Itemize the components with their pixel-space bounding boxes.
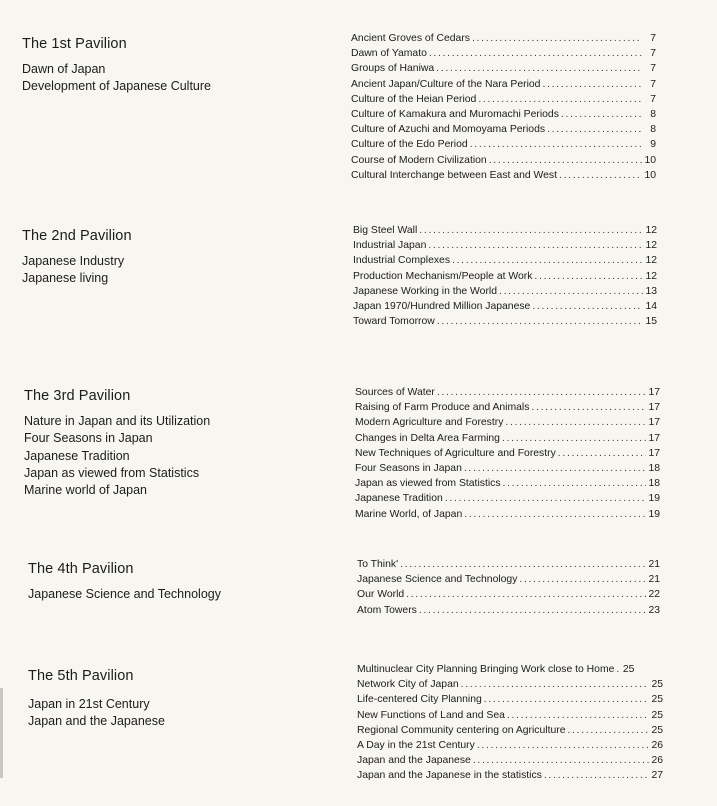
toc-entry-page: 23: [648, 604, 660, 616]
dot-leader: [542, 77, 642, 92]
toc-entry: [353, 253, 657, 268]
toc-entry-title: Life-centered City Planning: [357, 694, 482, 706]
toc-entry: [353, 223, 657, 238]
binding-edge-mark: [0, 688, 3, 778]
toc-entry-page: 12: [645, 270, 657, 282]
toc-entry-page: 25: [622, 664, 635, 675]
dot-leader: [429, 46, 642, 61]
toc-entry: [353, 299, 657, 314]
toc-entry-title: Network City of Japan: [357, 679, 459, 691]
toc-entry-page: 19: [648, 508, 660, 520]
dot-leader: [503, 476, 646, 491]
toc-entry: [355, 385, 660, 400]
toc-entry-page: 26: [651, 755, 663, 767]
toc-entry-page: 12: [645, 240, 657, 252]
toc-entry-title: Regional Community centering on Agriculture: [357, 724, 566, 736]
toc-entry: [351, 122, 656, 137]
dot-leader: [505, 415, 646, 430]
toc-entry: [351, 61, 656, 76]
toc-entry: [357, 572, 660, 587]
pavilion-3-subtitle: Nature in Japan and its Utilization: [24, 414, 211, 428]
toc-entry-page: 7: [650, 48, 656, 60]
toc-entry-page: 25: [651, 694, 663, 706]
pavilion-3-subtitle: Four Seasons in Japan: [24, 431, 153, 446]
toc-entry-title: Japanese Tradition: [355, 493, 443, 505]
toc-entry-title: Our World: [357, 589, 405, 601]
dot-leader: [558, 446, 646, 461]
toc-entry: [355, 476, 660, 491]
dot-leader: [507, 708, 649, 723]
toc-entry: [357, 662, 663, 677]
toc-entry-title: Culture of the Edo Period: [351, 139, 468, 151]
toc-entry: [357, 708, 663, 723]
pavilion-3-subtitle: Japan as viewed from Statistics: [24, 465, 200, 480]
dot-leader: [568, 723, 650, 738]
dot-leader: [561, 107, 642, 122]
toc-entry-page: 17: [648, 417, 660, 429]
toc-entry-title: Dawn of Yamato: [351, 48, 427, 60]
toc-entry-page: 25: [651, 709, 663, 721]
pavilion-3-subtitle: Japanese Tradition: [24, 448, 130, 463]
toc-entry: [351, 168, 656, 183]
pavilion-4-subtitle: Japanese Science and Technology: [28, 587, 221, 601]
toc-entry-title: Four Seasons in Japan: [355, 462, 462, 474]
pavilion-3-title: The 3rd Pavilion: [24, 388, 131, 404]
dot-leader: [464, 507, 646, 522]
toc-entry: [353, 314, 657, 329]
toc-entry: [351, 107, 656, 122]
toc-entry-page: 17: [648, 402, 660, 414]
toc-entry-page: 10: [644, 169, 656, 181]
dot-leader: [499, 284, 643, 299]
dot-leader: [532, 299, 643, 314]
toc-entry-title: Big Steel Wall: [353, 225, 418, 236]
toc-entry: [353, 284, 657, 299]
pavilion-5-toc: [357, 662, 663, 784]
toc-entry-title: Marine World, of Japan: [355, 508, 463, 520]
dot-leader: [436, 61, 642, 76]
toc-entry-page: 8: [650, 108, 656, 120]
dot-leader: [419, 603, 646, 618]
toc-entry: [351, 46, 656, 61]
pavilion-3-toc: [355, 385, 660, 522]
toc-entry-page: 21: [648, 574, 660, 586]
toc-entry: [355, 400, 660, 415]
toc-entry-page: 25: [651, 724, 663, 736]
toc-entry-title: Course of Modern Civilization: [351, 154, 487, 166]
toc-entry: [351, 77, 656, 92]
toc-entry-title: A Day in the 21st Century: [357, 739, 475, 751]
toc-entry-page: 8: [650, 124, 656, 136]
pavilion-5-title: The 5th Pavilion: [28, 668, 134, 684]
toc-entry-page: 26: [651, 739, 663, 751]
dot-leader: [473, 753, 649, 768]
toc-entry-page: 12: [645, 225, 657, 236]
toc-entry: [357, 753, 663, 768]
toc-entry-title: Japanese Science and Technology: [357, 574, 518, 586]
dot-leader: [544, 768, 649, 783]
toc-entry-page: 9: [650, 139, 656, 151]
pavilion-2-subtitle: Japanese living: [22, 271, 109, 286]
toc-entry-title: Ancient Groves of Cedars: [351, 33, 470, 44]
toc-entry: [355, 507, 660, 522]
toc-entry: [355, 461, 660, 476]
toc-entry: [351, 153, 656, 168]
pavilion-1-title: The 1st Pavilion: [22, 36, 127, 52]
toc-entry-page: 13: [645, 285, 657, 297]
dot-leader: [477, 738, 649, 753]
toc-entry-title: Japan 1970/Hundred Million Japanese: [353, 300, 531, 312]
pavilion-5-heading-block: [28, 668, 328, 731]
toc-entry-title: Modern Agriculture and Forestry: [355, 417, 504, 429]
toc-entry-page: 27: [651, 770, 663, 782]
toc-entry-title: Cultural Interchange between East and West: [351, 169, 558, 181]
toc-entry-page: 25: [651, 679, 663, 691]
pavilion-4-title: The 4th Pavilion: [28, 561, 134, 577]
pavilion-2-subtitle: Japanese Industry: [22, 254, 125, 268]
toc-entry: [357, 768, 663, 783]
toc-entry-title: New Techniques of Agriculture and Forestry: [355, 447, 556, 459]
toc-entry: [353, 238, 657, 253]
dot-leader: [472, 31, 642, 46]
toc-entry-page: 10: [644, 154, 656, 166]
toc-entry-title: Japan and the Japanese in the statistics: [357, 770, 542, 782]
dot-leader: [461, 677, 649, 692]
toc-entry-title: Toward Tomorrow: [353, 316, 435, 328]
dot-leader: [519, 572, 646, 587]
dot-leader: [484, 692, 649, 707]
pavilion-1-subtitle: Dawn of Japan: [22, 62, 106, 76]
toc-entry: [357, 603, 660, 618]
pavilion-1-subtitle: Development of Japanese Culture: [22, 79, 212, 94]
toc-entry-page: 21: [648, 559, 660, 570]
toc-entry-page: 17: [648, 432, 660, 444]
toc-entry-page: 18: [648, 462, 660, 474]
toc-entry: [357, 692, 663, 707]
toc-entry-page: 19: [648, 493, 660, 505]
dot-leader: [464, 461, 646, 476]
toc-entry-title: New Functions of Land and Sea: [357, 709, 505, 721]
dot-leader: [470, 137, 642, 152]
toc-entry-page: 7: [650, 33, 656, 44]
toc-entry-title: Raising of Farm Produce and Animals: [355, 402, 530, 414]
dot-leader: [489, 153, 642, 168]
pavilion-4-toc: [357, 557, 660, 618]
pavilion-3-subtitle: Marine world of Japan: [24, 483, 147, 498]
toc-entry: [357, 738, 663, 753]
dot-leader: [437, 314, 643, 329]
pavilion-2-heading-block: [22, 228, 322, 288]
dot-leader: [452, 253, 643, 268]
toc-entry-title: Japanese Working in the World: [353, 285, 498, 297]
toc-entry: [357, 557, 660, 572]
toc-entry: [357, 587, 660, 602]
toc-entry: [353, 269, 657, 284]
toc-entry: [355, 431, 660, 446]
toc-entry-title: Groups of Haniwa: [351, 63, 435, 75]
toc-entry-page: 18: [648, 478, 660, 490]
toc-entry: [357, 677, 663, 692]
dot-leader: [534, 269, 643, 284]
toc-entry-title: Sources of Water: [355, 387, 435, 398]
dot-leader: [428, 238, 643, 253]
toc-entry-page: 7: [650, 78, 656, 90]
dot-leader: [400, 557, 646, 572]
toc-entry: [355, 415, 660, 430]
pavilion-1-heading-block: [22, 36, 322, 96]
dot-leader: [478, 92, 642, 107]
toc-entry-page: 7: [650, 63, 656, 75]
pavilion-5-subtitle: Japan and the Japanese: [28, 714, 165, 729]
toc-entry-page: 12: [645, 255, 657, 267]
toc-entry-title: Japan and the Japanese: [357, 755, 471, 767]
dot-leader: [406, 587, 646, 602]
pavilion-4-heading-block: [28, 561, 328, 603]
toc-entry: [351, 137, 656, 152]
pavilion-5-subtitle: Japan in 21st Century: [28, 697, 150, 711]
toc-entry-page: 17: [648, 387, 660, 398]
toc-entry: [351, 31, 656, 46]
toc-entry-title: Atom Towers: [357, 604, 417, 616]
pavilion-2-title: The 2nd Pavilion: [22, 228, 132, 244]
toc-entry-page: 7: [650, 93, 656, 105]
toc-entry: [357, 723, 663, 738]
toc-entry-page: 14: [645, 300, 657, 312]
dot-leader: [437, 385, 646, 400]
toc-entry-page: 22: [648, 589, 660, 601]
toc-entry-title: Culture of Azuchi and Momoyama Periods: [351, 124, 546, 136]
toc-entry-title: Multinuclear City Planning Bringing Work close to Home: [357, 664, 615, 675]
dot-leader: [419, 223, 643, 238]
dot-leader: [559, 168, 642, 183]
toc-entry-title: Ancient Japan/Culture of the Nara Period: [351, 78, 541, 90]
dot-leader: [531, 400, 646, 415]
toc-entry-title: Culture of the Heian Period: [351, 93, 477, 105]
dot-leader: [616, 662, 620, 677]
pavilion-3-heading-block: [24, 388, 324, 499]
toc-entry-title: Industrial Complexes: [353, 255, 451, 267]
toc-entry-title: To Think': [357, 559, 399, 570]
dot-leader: [502, 431, 646, 446]
toc-entry-title: Japan as viewed from Statistics: [355, 478, 501, 490]
dot-leader: [547, 122, 642, 137]
toc-entry-title: Production Mechanism/People at Work: [353, 270, 533, 282]
toc-entry-title: Changes in Delta Area Farming: [355, 432, 500, 444]
toc-entry: [355, 446, 660, 461]
pavilion-1-toc: [351, 31, 656, 183]
toc-entry: [355, 491, 660, 506]
toc-entry-page: 17: [648, 447, 660, 459]
toc-entry-title: Culture of Kamakura and Muromachi Periods: [351, 108, 559, 120]
toc-entry-page: 15: [645, 316, 657, 328]
toc-entry-title: Industrial Japan: [353, 240, 427, 252]
pavilion-2-toc: [353, 223, 657, 329]
dot-leader: [445, 491, 646, 506]
toc-entry: [351, 92, 656, 107]
